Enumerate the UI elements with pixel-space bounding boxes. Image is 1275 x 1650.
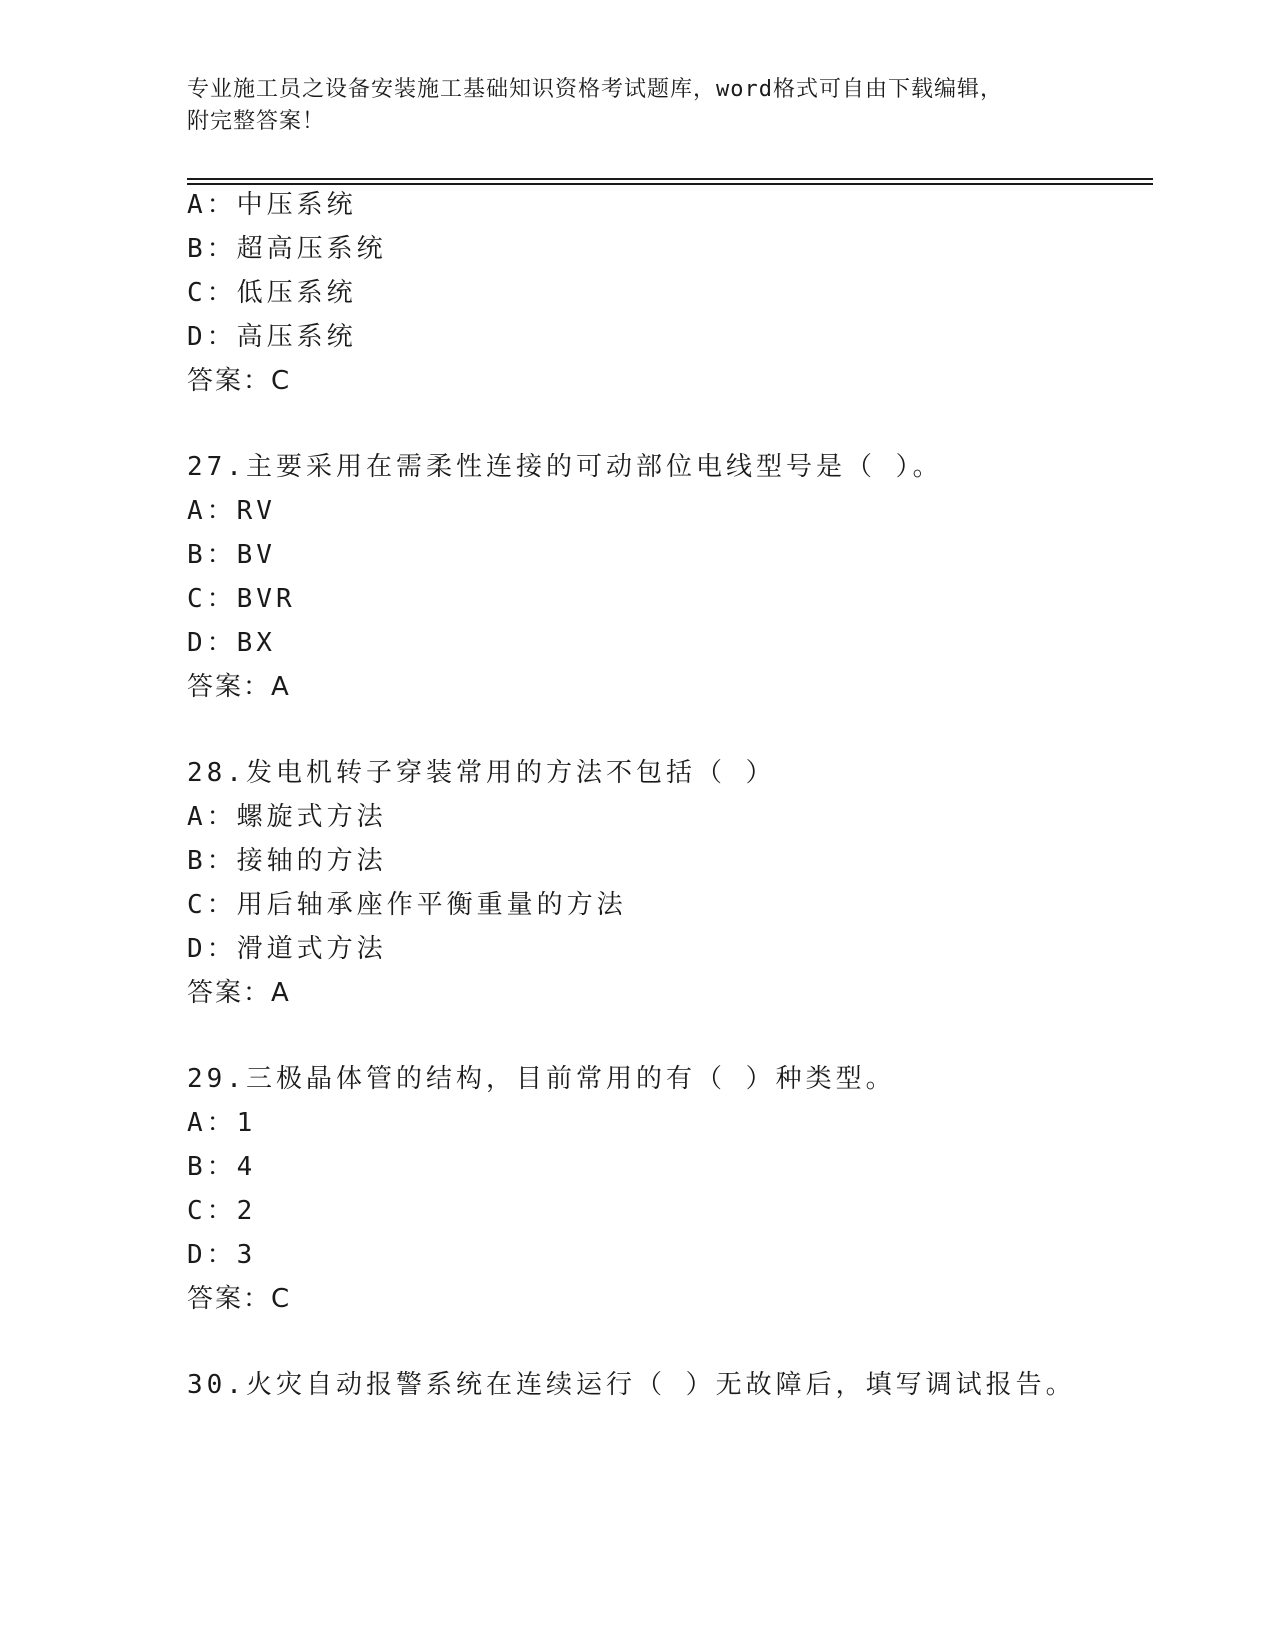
document-header xyxy=(187,74,1087,138)
question-28: 28.发电机转子穿装常用的方法不包括（ ） xyxy=(187,758,776,788)
option-b: B：接轴的方法 xyxy=(187,846,387,876)
question-27: 27.主要采用在需柔性连接的可动部位电线型号是（ ）。 xyxy=(187,452,943,482)
option-c: C：BVR xyxy=(187,584,296,614)
header-divider-top xyxy=(187,178,1153,180)
answer-label: 答案：A xyxy=(187,672,291,702)
option-d: D：滑道式方法 xyxy=(187,934,387,964)
option-b: B：4 xyxy=(187,1152,257,1182)
question-29: 29.三极晶体管的结构，目前常用的有（ ）种类型。 xyxy=(187,1064,896,1094)
option-c: C：用后轴承座作平衡重量的方法 xyxy=(187,890,627,920)
option-a: A：RV xyxy=(187,496,276,526)
option-c: C：2 xyxy=(187,1196,257,1226)
answer-label: 答案：A xyxy=(187,978,291,1008)
option-a: A：中压系统 xyxy=(187,190,357,220)
answer-label: 答案：C xyxy=(187,1284,292,1314)
question-30: 30.火灾自动报警系统在连续运行（ ）无故障后，填写调试报告。 xyxy=(187,1370,1076,1400)
header-line-1: 专业施工员之设备安装施工基础知识资格考试题库，word格式可自由下载编辑， xyxy=(187,77,1003,102)
option-a: A：螺旋式方法 xyxy=(187,802,387,832)
option-b: B：BV xyxy=(187,540,276,570)
option-c: C：低压系统 xyxy=(187,278,357,308)
option-d: D：BX xyxy=(187,628,276,658)
header-divider-bottom xyxy=(187,183,1153,185)
answer-label: 答案：C xyxy=(187,366,292,396)
header-line-2: 附完整答案！ xyxy=(187,109,326,134)
option-d: D：高压系统 xyxy=(187,322,357,352)
option-b: B：超高压系统 xyxy=(187,234,387,264)
option-d: D：3 xyxy=(187,1240,257,1270)
option-a: A：1 xyxy=(187,1108,257,1138)
